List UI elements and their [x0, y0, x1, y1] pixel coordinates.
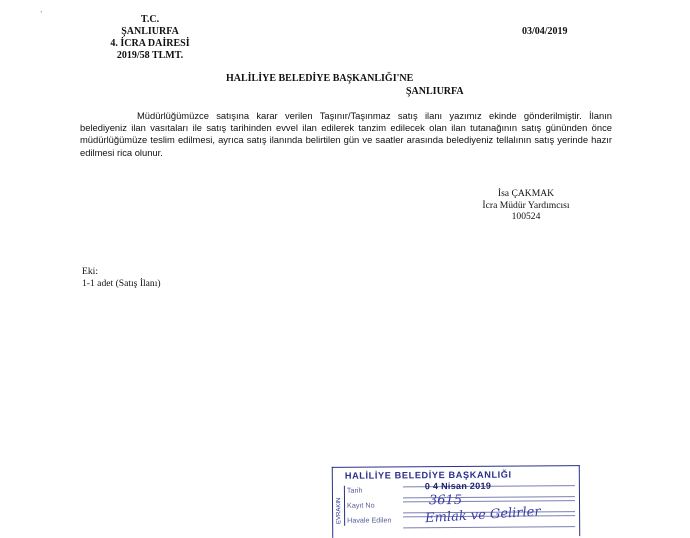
corner-mark: ’ — [40, 10, 43, 18]
stamp-date-value: 0 4 Nisan 2019 — [424, 480, 492, 492]
stamp-routed-to: Emlak ve Gelirler — [424, 504, 542, 527]
header-line-tc: T.C. — [140, 14, 160, 25]
header-line-city: ŞANLIURFA — [121, 26, 179, 37]
stamp-row-registry-label: Kayıt No — [346, 500, 375, 510]
signature-block — [461, 188, 591, 223]
stamp-row-date-label: Tarih — [346, 485, 363, 495]
document-date: 03/04/2019 — [522, 26, 568, 37]
stamp-registry-number: 3615 — [428, 492, 463, 509]
stamp-title: HALİLİYE BELEDİYE BAŞKANLIĞI — [344, 469, 512, 481]
addressee — [226, 72, 464, 98]
attachment-block — [82, 266, 161, 290]
header-line-file-no: 2019/58 TLMT. — [116, 50, 184, 61]
attachment-label: Eki: — [82, 266, 98, 277]
registry-stamp — [332, 465, 580, 538]
stamp-side-label — [336, 486, 345, 526]
signatory-title: İcra Müdür Yardımcısı — [482, 199, 570, 211]
signatory-name: İsa ÇAKMAK — [497, 188, 555, 199]
addressee-name: HALİLİYE BELEDİYE BAŞKANLIĞI'NE — [226, 73, 414, 84]
court-header — [90, 14, 210, 62]
stamp-row-routed-label: Havale Edilen — [347, 515, 392, 525]
signatory-number: 100524 — [511, 211, 541, 222]
attachment-item: 1-1 adet (Satış İlanı) — [82, 278, 161, 289]
addressee-city: ŞANLIURFA — [406, 86, 464, 97]
letter-body: Müdürlüğümüzce satışına karar verilen Taşınır/Taşınmaz satış ilanı yazımız ekinde gönderilmiştir. İlanın belediyeniz ilan vasıtaları ile satış tarihinden evvel ilan edilerek tanzim edilecek olan ilan tutanağının satış gününden önce müdürlüğümüze teslim edilmesi, ayrıca satış ilanında belirtilen gün ve saatler arasında belediyeniz tellalının satış yerinde hazır edilmesi rica olunur. — [80, 110, 612, 158]
stamp-side-text: EVRAKIN — [336, 497, 343, 525]
header-line-office: 4. İCRA DAİRESİ — [110, 38, 190, 49]
